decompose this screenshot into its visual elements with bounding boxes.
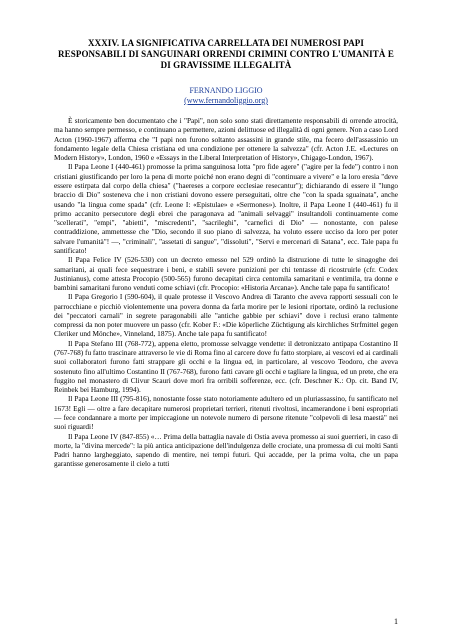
- paragraph: È storicamente ben documentato che i "Papi", non solo sono stati direttamente responsabili di orrende atrocità, ma hanno sempre permesso, e continuano a permettere, azioni delittuose ed illegalità di ogni genere. Non a caso Lord Acton (1960-1967) afferma che "I papi non furono soltanto assassini in grande stile, ma fecero dell'assassinio un fondamento legale della Chiesa cristiana ed una condizione per ottenere la salvezza" (cfr. Acton J.E. «Lectures on Modern History», London, 1960 e «Essays in the Liberal Interpretation of History», Chigago-London, 1967).: [54, 116, 398, 163]
- page-number: 1: [394, 617, 398, 626]
- paragraph: Il Papa Leone III (795-816), nonostante fosse stato notoriamente adultero ed un pluriassassino, fu santificato nel 1673! Egli — oltre a fare decapitare numerosi proprietari terrieri, ritenuti rivoltosi, incamerandone i beni espropriati — fece condannare a morte per impiccagione un notevole numero di persone ritenute "colpevoli di lesa maestà" nei suoi riguardi!: [54, 394, 398, 432]
- paragraph: Il Papa Gregorio I (590-604), il quale protesse il Vescovo Andrea di Taranto che aveva rapporti sessuali con le parrocchiane e picchiò violentemente una povera donna da farla morire per le lesioni riportate, ordinò la reclusione dei "peccatori carnali" in segrete paragonabili alle "antiche gabbie per schiavi" dove i reclusi erano talmente compressi da non poter muovere un passo (cfr. Kober F.: «Die köperliche Züchtigung als kirchliches Strfmittel gegen Cleriker und Mönche», Vinneland, 1875). Anche tale papa fu santificato!: [54, 292, 398, 339]
- author-website-link[interactable]: (www.fernandoliggio.org): [184, 96, 268, 105]
- paragraph: Il Papa Leone I (440-461) promosse la prima sanguinosa lotta "pro fide agere" ("agire per la fede") contro i non cristiani giustificando per loro la pena di morte poiché non erano degni di "continuare a vivere" e la loro eresia "deve essere estirpata dal corpo della chiesa" ("haereses a corpore ecclesiae resecantur"); dichiarando di essere il "lungo braccio di Dio" sosteneva che i non cristiani dovono essere perseguitati, oltre che "con la spada sguainata", anche usando "la lingua come spada" (cfr. Leone I: «Epistulae» e «Sermones»). Inoltre, il Papa Leone I (440-461) fu il primo accanito persecutore degli ebrei che paragonava ad "animali selvaggi" insultandoli continuamente come "scellerati", "empi", "abietti", "miscredenti", "sacrileghi", "carnefici di Dio" — nonostante, con palese contraddizione, ammettesse che "Dio, secondo il suo piano di salvezza, ha voluto essere ucciso da loro per poter salvare l'umanità"! —, "criminali", "assetati di sangue", "dissoluti", "Servi e mercenari di Satana", ecc. Tale papa fu santificato!: [54, 162, 398, 255]
- document-title: XXXIV. LA SIGNIFICATIVA CARRELLATA DEI NUMEROSI PAPI RESPONSABILI DI SANGUINARI ORRENDI CRIMINI CONTRO L'UMANITÀ E DI GRAVISSIME ILLEGALITÀ: [58, 38, 394, 70]
- paragraph: Il Papa Stefano III (768-772), appena eletto, promosse selvagge vendette: il detronizzato antipapa Costantino II (767-768) fu fatto trascinare attraverso le vie di Roma fino al carcere dove fu fatto storpiare, ai vescovi ed ai cardinali suoi collaboratori furono fatti strappare gli occhi e la lingua ed, in particolare, al vescovo Teodoro, che aveva sostenuto fino all'ultimo Costantino II (767-768), furono fatti cavare gli occhi e tagliare la lingua, ed un prete, che era fuggito nel monastero di Clivur Scauri dove morì fra orribili sofferenze, ecc. (cfr. Deschner K.: Op. cit. Band IV, Reinbek bei Hamburg, 1994).: [54, 338, 398, 395]
- author-name: FERNANDO LIGGIO: [189, 86, 263, 95]
- author-block: [54, 86, 398, 106]
- paragraph: Il Papa Felice IV (526-530) con un decreto emesso nel 529 ordinò la distruzione di tutte le sinagoghe dei samaritani, ai quali fece sequestrare i beni, e stabilì severe punizioni per chi tentasse di ricostruirle (cfr. Codex Justinianus), come attesta Procopio (500-565) furono decapitati circa centomila samaritani e ventimila, tra donne e bambini samaritani furono venduti come schiavi (cfr. Procopio: «Historia Arcana»). Anche tale papa fu santificato!: [54, 255, 398, 293]
- document-body: [54, 116, 398, 469]
- paragraph: Il Papa Leone IV (847-855) «… Prima della battaglia navale di Ostia aveva promesso ai suoi guerrieri, in caso di morte, la "divina mercede": la più antica anticipazione dell'indulgenza delle crociate, una promessa di cui molti Santi Padri hanno largheggiato, sapendo di mentire, nei tempi futuri. Qui accadde, per la prima volta, che un papa garantisse generosamente il cielo a tutti: [54, 431, 398, 469]
